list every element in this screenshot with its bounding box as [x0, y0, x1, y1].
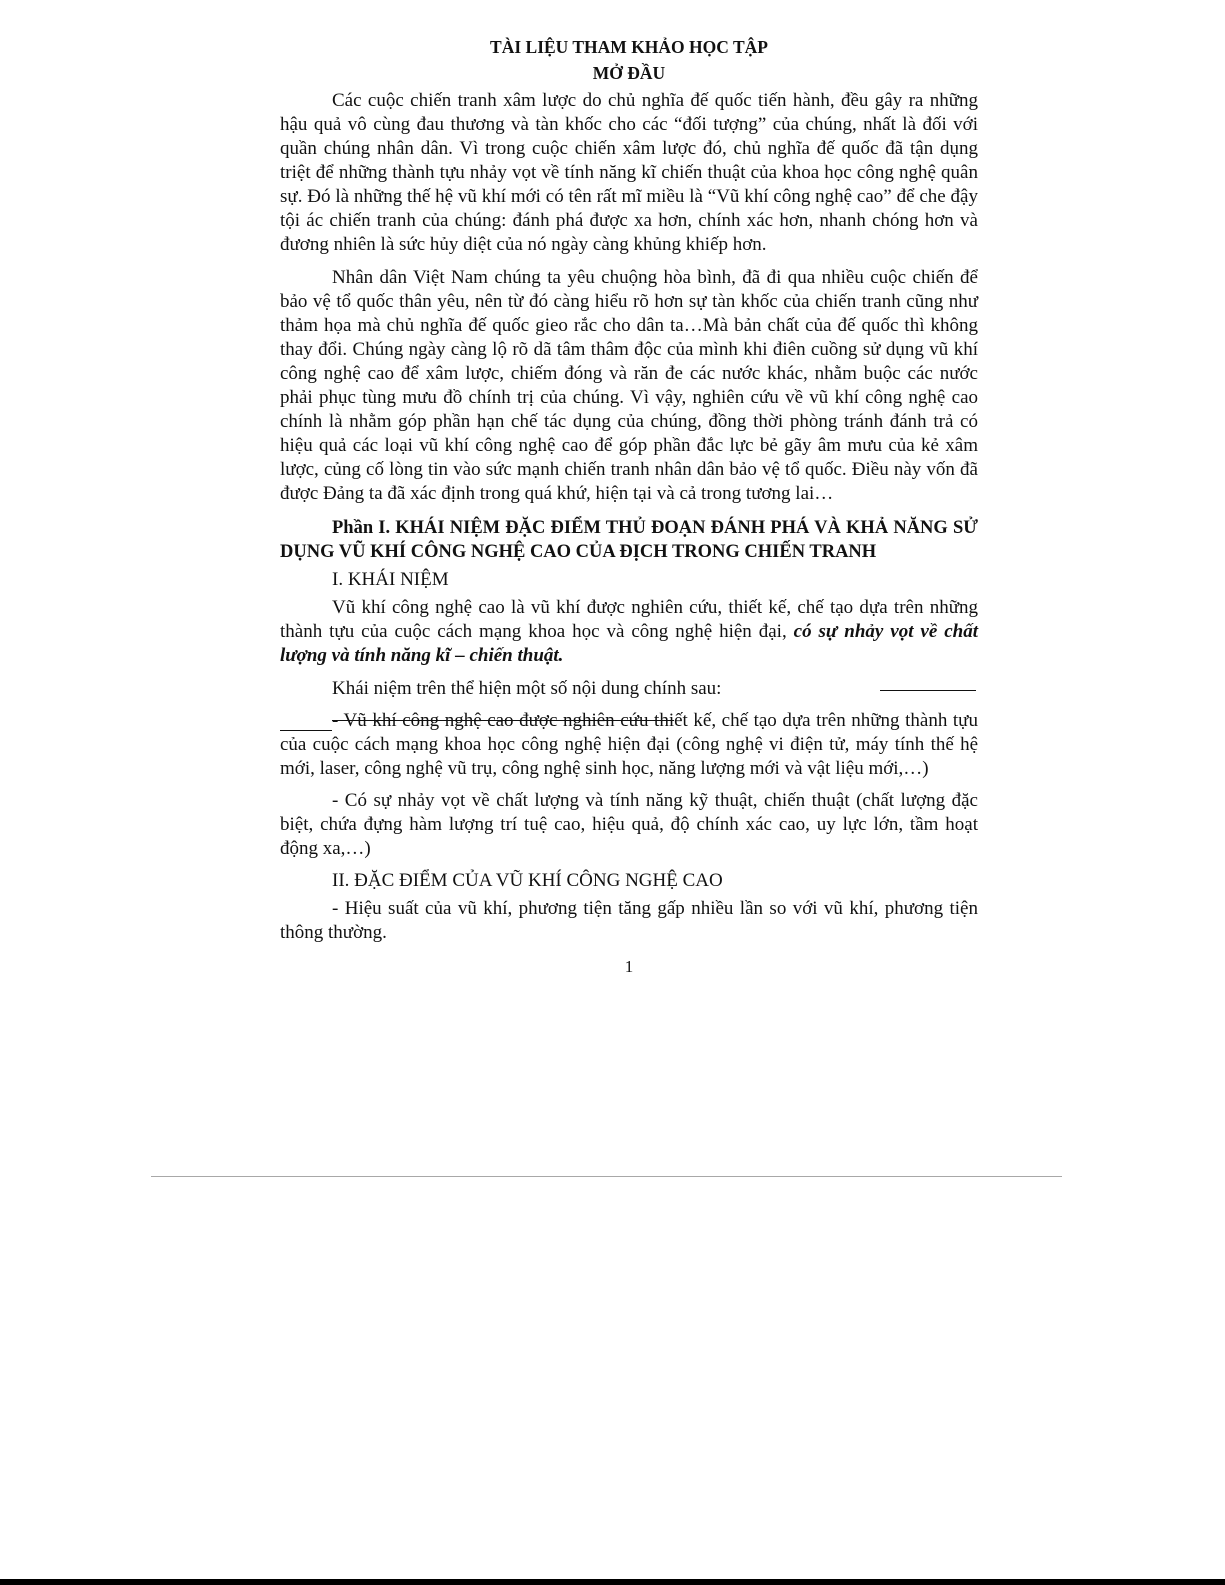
strikethrough-lead-mark: [280, 730, 332, 731]
definition-text: Vũ khí công nghệ cao là vũ khí được nghiên cứu, thiết kế, chế tạo dựa trên những thành tựu của cuộc cách mạng khoa học và công nghệ hiện đại,: [280, 597, 978, 642]
intro-paragraph-2: Nhân dân Việt Nam chúng ta yêu chuộng hòa bình, đã đi qua nhiều cuộc chiến để bảo vệ tổ quốc thân yêu, nên từ đó càng hiểu rõ hơn sự tàn khốc của chiến tranh cũng như thảm họa mà chủ nghĩa đế quốc gieo rắc cho dân ta…Mà bản chất của đế quốc thì không thay đổi. Chúng ngày càng lộ rõ dã tâm thâm độc của mình khi điên cuồng sử dụng vũ khí công nghệ cao để xâm lược, chiếm đóng và răn đe các nước khác, nhằm buộc các nước phải phục tùng mưu đồ chính trị của chúng. Vì vậy, nghiên cứu về vũ khí công nghệ cao chính là nhằm góp phần hạn chế tác dụng của chúng, đồng thời phòng tránh đánh trả có hiệu quả các loại vũ khí công nghệ cao để góp phần đắc lực bẻ gãy âm mưu của kẻ xâm lược, củng cố lòng tin vào sức mạnh chiến tranh nhân dân bảo vệ tổ quốc. Điều này vốn đã được Đảng ta đã xác định trong quá khứ, hiện tại và cả trong tương lai…: [280, 267, 978, 504]
underline-mark: [880, 690, 976, 691]
intro-paragraph-1: Các cuộc chiến tranh xâm lược do chủ nghĩa đế quốc tiến hành, đều gây ra những hậu quả vô cùng đau thương và tàn khốc cho các “đối tượng” của chúng, nhất là đối với quần chúng nhân dân. Vì trong cuộc chiến xâm lược đó, chủ nghĩa đế quốc đã tận dụng triệt để những thành tựu nhảy vọt về tính năng kĩ chiến thuật của khoa học công nghệ quân sự. Đó là những thế hệ vũ khí mới có tên rất mĩ miều là “Vũ khí công nghệ cao” để che đậy tội ác chiến tranh của chúng: đánh phá được xa hơn, chính xác hơn, nhanh chóng hơn và đương nhiên là sức hủy diệt của nó ngày càng khủng khiếp hơn.: [280, 90, 978, 255]
subheading-concept: I. KHÁI NIỆM: [332, 569, 449, 590]
bullet-1-struck-text: - Vũ khí công nghệ cao được nghiên cứu thi: [332, 710, 675, 731]
characteristics-paragraph: - Hiệu suất của vũ khí, phương tiện tăng gấp nhiều lần so với vũ khí, phương tiện thông thường.: [280, 898, 978, 943]
concept-intro-text: Khái niệm trên thể hiện một số nội dung chính sau:: [332, 678, 722, 699]
page-content: [280, 34, 978, 979]
header-title: TÀI LIỆU THAM KHẢO HỌC TẬP: [490, 37, 768, 57]
concept-intro: [280, 677, 978, 701]
bullet-1: [280, 709, 978, 781]
page-separator: [151, 1176, 1062, 1177]
bullet-1-wrap: [280, 709, 978, 781]
bullet-1-text: ết kế, chế tạo dựa trên những thành tựu của cuộc cách mạng khoa học công nghệ hiện đại (công nghệ vi điện tử, máy tính thế hệ mới, laser, công nghệ vũ trụ, công nghệ sinh học, năng lượng mới và vật liệu mới,…): [280, 710, 978, 779]
bottom-edge-bar: [0, 1579, 1225, 1585]
subtitle: MỞ ĐẦU: [592, 63, 666, 83]
definition-paragraph: [280, 596, 978, 668]
subheading-characteristics: II. ĐẶC ĐIỂM CỦA VŨ KHÍ CÔNG NGHỆ CAO: [332, 870, 723, 891]
definition-emphasis: có sự nhảy vọt về chất lượng và tính năng kĩ – chiến thuật.: [280, 621, 979, 666]
page-number: 1: [624, 957, 634, 976]
bullet-2: - Có sự nhảy vọt về chất lượng và tính năng kỹ thuật, chiến thuật (chất lượng đặc biệt, chứa đựng hàm lượng trí tuệ cao, hiệu quả, độ chính xác cao, uy lực lớn, tầm hoạt động xa,…): [280, 790, 978, 859]
section-1-heading: Phần I. KHÁI NIỆM ĐẶC ĐIỂM THỦ ĐOẠN ĐÁNH PHÁ VÀ KHẢ NĂNG SỬ DỤNG VŨ KHÍ CÔNG NGHỆ CAO CỦA ĐỊCH TRONG CHIẾN TRANH: [280, 518, 978, 562]
